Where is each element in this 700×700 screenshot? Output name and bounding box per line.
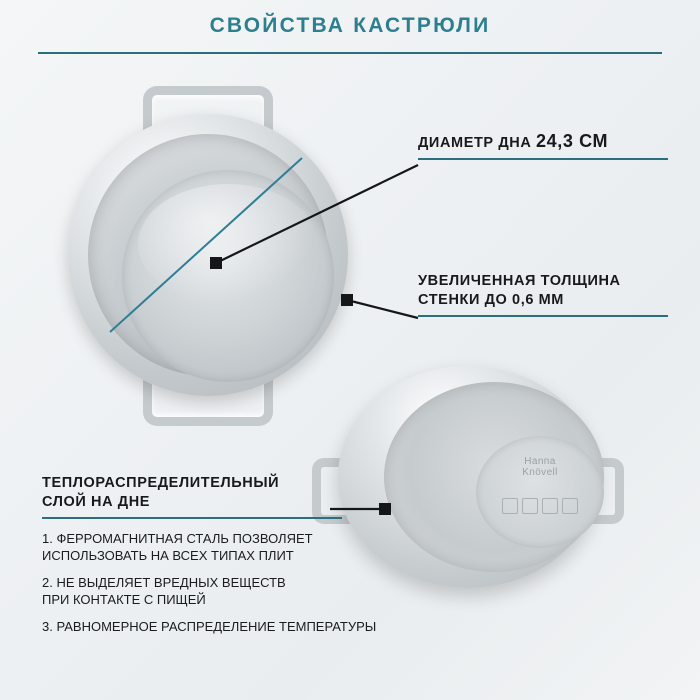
callout-heat-layer	[42, 474, 342, 519]
list-item	[42, 574, 482, 608]
callout-diameter-label: ДИАМЕТР ДНА	[418, 135, 537, 151]
pot-top-view-image	[62, 86, 354, 426]
callout-thickness-line1: УВЕЛИЧЕННАЯ ТОЛЩИНА	[418, 273, 621, 289]
callout-diameter	[418, 132, 668, 160]
callout-diameter-value: 24,3 СМ	[536, 131, 609, 151]
list-item	[42, 618, 482, 635]
lid-care-symbols	[502, 498, 578, 514]
lid-brand-name	[476, 456, 604, 478]
feature-1-line2: ИСПОЛЬЗОВАТЬ НА ВСЕХ ТИПАХ ПЛИТ	[42, 548, 294, 563]
care-symbol-icon	[562, 498, 578, 514]
lid-brand-line1: Hanna	[524, 456, 556, 467]
callout-heat-underline	[42, 517, 342, 519]
feature-list	[42, 530, 482, 645]
callout-thickness-text	[418, 272, 668, 310]
pot-rim	[68, 114, 348, 396]
pot-inner-wall	[88, 134, 328, 376]
list-item	[42, 530, 482, 564]
callout-diameter-text	[418, 132, 668, 153]
feature-2-line1: 2. НЕ ВЫДЕЛЯЕТ ВРЕДНЫХ ВЕЩЕСТВ	[42, 575, 286, 590]
feature-1-line1: 1. ФЕРРОМАГНИТНАЯ СТАЛЬ ПОЗВОЛЯЕТ	[42, 531, 313, 546]
marker-thickness	[341, 294, 353, 306]
callout-heat-line1: ТЕПЛОРАСПРЕДЕЛИТЕЛЬНЫЙ	[42, 475, 280, 491]
callout-diameter-underline	[418, 158, 668, 160]
care-symbol-icon	[522, 498, 538, 514]
feature-3-line1: 3. РАВНОМЕРНОЕ РАСПРЕДЕЛЕНИЕ ТЕМПЕРАТУРЫ	[42, 619, 377, 634]
callout-thickness-line2: СТЕНКИ ДО 0,6 ММ	[418, 292, 564, 308]
feature-2-line2: ПРИ КОНТАКТЕ С ПИЩЕЙ	[42, 592, 206, 607]
callout-heat-text	[42, 474, 342, 512]
header-divider	[38, 52, 662, 54]
lid-center-plate	[476, 436, 604, 548]
callout-thickness	[418, 272, 668, 317]
page-title: СВОЙСТВА КАСТРЮЛИ	[209, 14, 491, 37]
care-symbol-icon	[542, 498, 558, 514]
care-symbol-icon	[502, 498, 518, 514]
callout-thickness-underline	[418, 315, 668, 317]
marker-diameter	[210, 257, 222, 269]
pot-highlight	[138, 184, 318, 304]
lid-brand-line2: Knövell	[522, 467, 558, 478]
callout-heat-line2: СЛОЙ НА ДНЕ	[42, 494, 151, 510]
marker-heat-layer	[379, 503, 391, 515]
